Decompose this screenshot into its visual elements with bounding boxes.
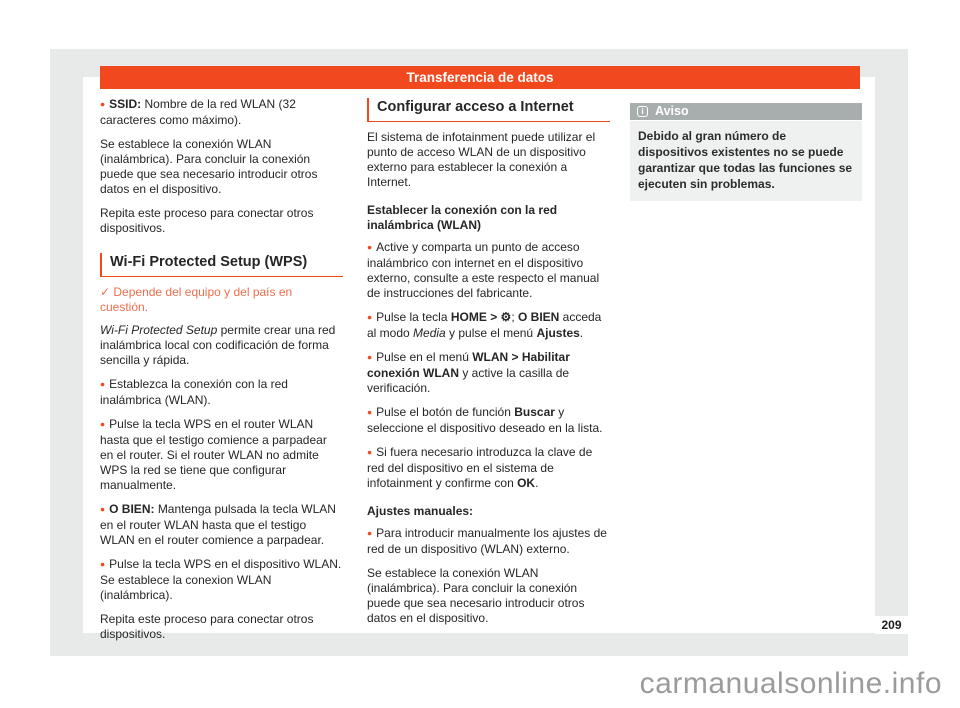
text-segment: Repita este proceso para conectar otros dispositivos.: [100, 612, 314, 641]
heading: [367, 98, 610, 122]
text-segment: Buscar: [514, 405, 555, 419]
text-segment: Active y comparta un punto de acceso inalámbrico con internet en el dispositivo externo, consulte a este respecto el manual de instrucciones del fabricante.: [367, 240, 600, 300]
text-segment: y seleccione el dispositivo deseado en la lista.: [367, 405, 603, 435]
text-segment: Repita este proceso para conectar otros dispositivos.: [100, 206, 314, 235]
chapter-title-bar: [100, 66, 860, 89]
para: [100, 323, 343, 368]
para: [367, 130, 610, 190]
gear-icon: ⚙: [500, 310, 512, 324]
text-segment: Para introducir manualmente los ajustes de red de un dispositivo (WLAN) externo.: [367, 526, 607, 556]
info-icon: i: [637, 106, 648, 117]
column-left: [100, 97, 343, 651]
column-right: [630, 97, 862, 201]
bullet-item: [367, 526, 610, 557]
bullet-item: [367, 445, 610, 491]
text-segment: SSID:: [109, 97, 145, 111]
bullet-item: [100, 557, 343, 603]
subheading: [367, 203, 610, 233]
bullet-dot-icon: ●: [367, 407, 373, 417]
bullet-item: [100, 417, 343, 493]
bullet-item: [367, 310, 610, 341]
bullet-item: [367, 350, 610, 396]
notice-header: [630, 103, 862, 120]
notice-box: [630, 103, 862, 201]
bullet-item: [100, 97, 343, 128]
text-segment: O BIEN: [517, 310, 560, 324]
text-segment: ;: [511, 310, 518, 324]
text-segment: ✓ Depende del equipo y del país en cuestión.: [100, 285, 293, 314]
text-segment: Pulse la tecla: [376, 310, 451, 324]
text-segment: Ajustes manuales:: [367, 504, 474, 518]
bullet-dot-icon: ●: [100, 504, 106, 514]
bullet-dot-icon: ●: [367, 312, 373, 322]
check: [100, 285, 343, 315]
text-segment: El sistema de infotainment puede utilizar el punto de acceso WLAN de un dispositivo externo para establecer la conexión a Internet.: [367, 130, 596, 189]
text-segment: y pulse el menú: [445, 326, 537, 340]
text-segment: Establecer la conexión con la red inalámbrica (WLAN): [367, 203, 558, 232]
notice-body: Debido al gran número de dispositivos existentes no se puede garantizar que todas las funciones se ejecuten sin problemas.: [630, 121, 862, 201]
bullet-dot-icon: ●: [100, 559, 106, 569]
text-segment: Establezca la conexión con la red inalámbrica (WLAN).: [100, 377, 288, 407]
text-segment: Pulse la tecla WPS en el router WLAN hasta que el testigo comience a parpadear en el router. Si el router WLAN no admite WPS la red se tiene que configurar manualmente.: [100, 417, 327, 492]
text-segment: Wi-Fi Protected Setup: [100, 323, 218, 337]
bullet-dot-icon: ●: [100, 379, 106, 389]
notice-title: Aviso: [655, 104, 689, 118]
text-segment: WLAN > Habilitar conexión WLAN: [367, 350, 570, 380]
text-segment: Mantenga pulsada la tecla WLAN en el router WLAN hasta que el testigo WLAN en el router comience a parpadear.: [100, 502, 336, 547]
text-segment: acceda al modo: [367, 310, 602, 340]
text-segment: Si fuera necesario introduzca la clave de red del dispositivo en el sistema de infotainment y confirme con: [367, 445, 593, 490]
text-segment: Se establece la conexión WLAN (inalámbrica). Para concluir la conexión puede que sea necesario introducir otros datos en el dispositivo.: [367, 566, 585, 625]
text-segment: Media: [413, 326, 446, 340]
text-segment: .: [579, 326, 584, 340]
text-segment: HOME >: [450, 310, 501, 324]
bullet-dot-icon: ●: [367, 528, 373, 538]
heading: [100, 253, 343, 277]
text-segment: Configurar acceso a Internet: [377, 99, 574, 115]
bullet-dot-icon: ●: [100, 99, 106, 109]
column-middle: [367, 97, 610, 635]
text-segment: permite crear una red inalámbrica local con codificación de forma sencilla y rápida.: [100, 323, 336, 367]
text-segment: OK: [517, 476, 536, 490]
para: [100, 206, 343, 236]
text-segment: Pulse en el menú: [376, 350, 473, 364]
text-segment: Wi-Fi Protected Setup (WPS): [110, 254, 308, 270]
text-segment: .: [535, 476, 539, 490]
text-segment: Pulse la tecla WPS en el dispositivo WLAN. Se establece la conexion WLAN (inalámbrica).: [100, 557, 342, 602]
para: [100, 612, 343, 642]
bullet-item: [367, 240, 610, 301]
bullet-dot-icon: ●: [100, 419, 106, 429]
para: [367, 566, 610, 626]
subheading: [367, 504, 610, 519]
bullet-item: [100, 377, 343, 408]
bullet-dot-icon: ●: [367, 242, 373, 252]
text-segment: y active la casilla de verificación.: [367, 366, 570, 395]
text-segment: Ajustes: [536, 326, 580, 340]
bullet-dot-icon: ●: [367, 447, 373, 457]
chapter-title: Transferencia de datos: [406, 70, 554, 85]
bullet-item: [367, 405, 610, 436]
text-segment: O BIEN:: [109, 502, 158, 516]
bullet-dot-icon: ●: [367, 352, 373, 362]
text-segment: Pulse el botón de función: [376, 405, 515, 419]
text-segment: Se establece la conexión WLAN (inalámbrica). Para concluir la conexión puede que sea necesario introducir otros datos en el dispositivo.: [100, 137, 318, 196]
watermark: carmanualsonline.info: [639, 667, 942, 700]
bullet-item: [100, 502, 343, 548]
page-number: 209: [875, 616, 908, 634]
text-segment: Nombre de la red WLAN (32 caracteres como máximo).: [100, 97, 296, 127]
para: [100, 137, 343, 197]
